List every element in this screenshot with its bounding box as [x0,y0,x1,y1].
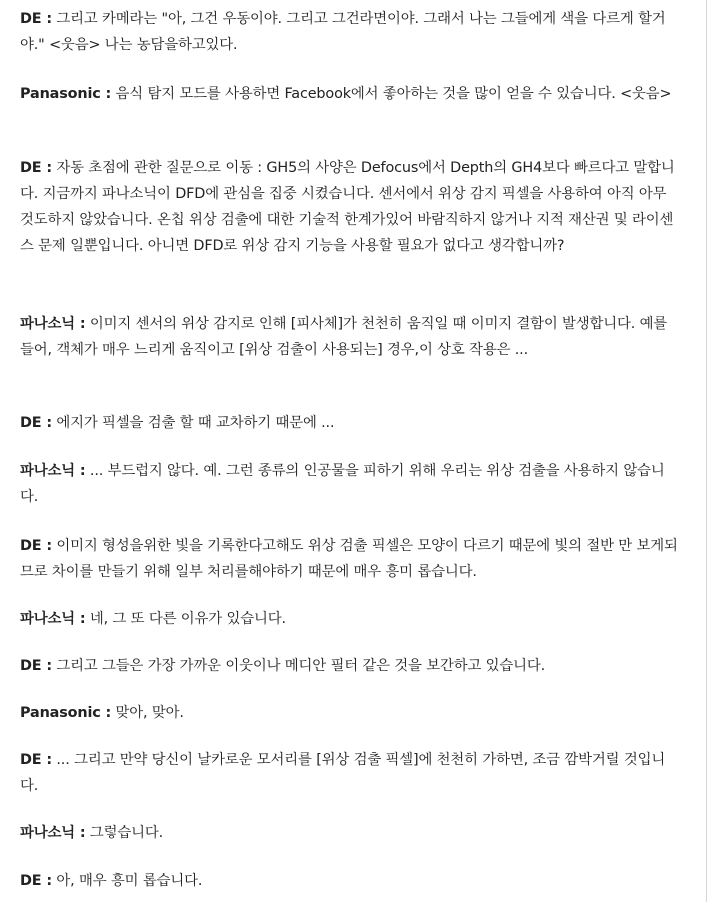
paragraph-text: ... 부드럽지 않다. 예. 그런 종류의 인공물을 피하기 위해 우리는 위상 검출을 사용하지 않습니다. [20,463,665,505]
transcript-paragraph [20,6,680,58]
transcript-paragraph [20,868,680,894]
paragraph-text: 그렇습니다. [85,825,164,841]
speaker-label: DE : [20,658,52,674]
paragraph-text: 그리고 카메라는 "아, 그건 우동이야. 그리고 그건라면이야. 그래서 나는 그들에게 색을 다르게 할거야." <웃음> 나는 농담을하고있다. [20,11,666,53]
transcript-paragraph [20,606,680,632]
transcript-paragraph [20,747,680,799]
speaker-label: DE : [20,538,52,554]
transcript-paragraph [20,820,680,846]
speaker-label: DE : [20,160,52,176]
transcript-paragraph [20,81,680,107]
speaker-label: Panasonic : [20,86,112,102]
speaker-label: Panasonic : [20,705,112,721]
speaker-label: 파나소닉 : [20,611,86,627]
paragraph-text: 맞아, 맞아. [111,705,184,721]
speaker-label: DE : [20,752,52,768]
transcript-paragraph [20,155,680,259]
paragraph-text: ... 그리고 만약 당신이 날카로운 모서리를 [위상 검출 픽셀]에 천천히 가하면, 조금 깜박거릴 것입니다. [20,752,666,794]
transcript-paragraph [20,410,680,436]
transcript-paragraph [20,311,680,363]
transcript-paragraph [20,533,680,585]
paragraph-text: 이미지 센서의 위상 감지로 인해 [피사체]가 천천히 움직일 때 이미지 결함이 발생합니다. 예를 들어, 객체가 매우 느리게 움직이고 [위상 검출이 사용되는] 경우,이 상호 작용은 ... [20,316,668,358]
speaker-label: DE : [20,873,52,889]
speaker-label: 파나소닉 : [20,825,86,841]
transcript-paragraph [20,700,680,726]
speaker-label: DE : [20,11,52,27]
paragraph-text: 자동 초점에 관한 질문으로 이동 : GH5의 사양은 Defocus에서 Depth의 GH4보다 빠르다고 말합니다. 지금까지 파나소닉이 DFD에 관심을 집중 시켰습니다. 센서에서 위상 감지 픽셀을 사용하여 아직 아무 것도하지 않았습니다. 온칩 위상 검출에 대한 기술적 한계가있어 바람직하지 않거나 지적 재산권 및 라이센스 문제 일뿐입니다. 아니면 DFD로 위상 감지 기능을 사용할 필요가 없다고 생각합니까? [20,160,675,254]
transcript-paragraph [20,653,680,679]
speaker-label: 파나소닉 : [20,316,86,332]
paragraph-text: 아, 매우 흥미 롭습니다. [51,873,203,889]
paragraph-text: 이미지 형성을위한 빛을 기록한다고해도 위상 검출 픽셀은 모양이 다르기 때문에 빛의 절반 만 보게되므로 차이를 만들기 위해 일부 처리를해야하기 때문에 매우 흥미 롭습니다. [20,538,678,580]
paragraph-text: 그리고 그들은 가장 가까운 이웃이나 메디안 필터 같은 것을 보간하고 있습니다. [51,658,546,674]
paragraph-text: 음식 탐지 모드를 사용하면 Facebook에서 좋아하는 것을 많이 얻을 수 있습니다. <웃음> [111,86,672,102]
paragraph-text: 네, 그 또 다른 이유가 있습니다. [85,611,286,627]
transcript-paragraph [20,458,680,510]
speaker-label: 파나소닉 : [20,463,86,479]
speaker-label: DE : [20,415,52,431]
paragraph-text: 에지가 픽셀을 검출 할 때 교차하기 때문에 ... [51,415,335,431]
